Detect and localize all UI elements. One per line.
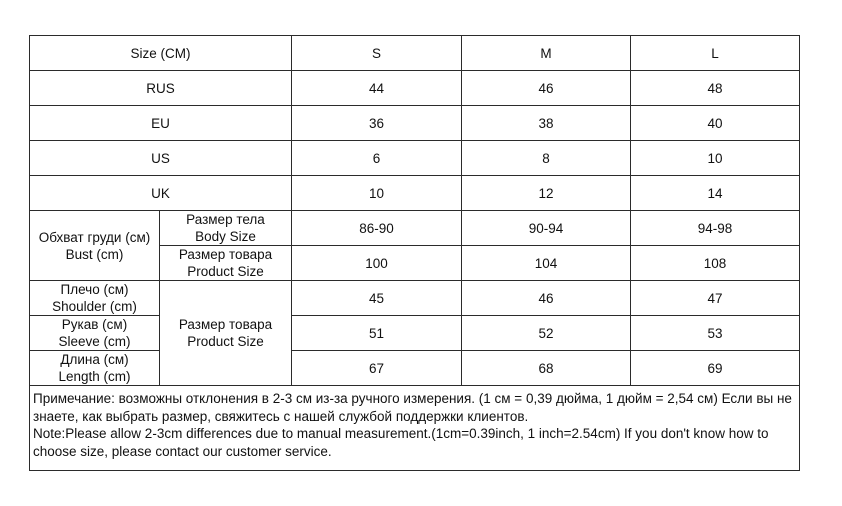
row-label: RUS xyxy=(30,71,292,106)
cell-value: 6 xyxy=(292,141,462,176)
cell-value: 46 xyxy=(462,71,631,106)
cell-value: 69 xyxy=(631,351,800,386)
row-eu xyxy=(30,106,800,141)
cell-value: 53 xyxy=(631,316,800,351)
sleeve-label-en: Sleeve (cm) xyxy=(58,334,131,349)
row-label: UK xyxy=(30,176,292,211)
note-row xyxy=(30,386,800,471)
cell-value: 94-98 xyxy=(631,211,800,246)
note-cell xyxy=(30,386,800,471)
shoulder-label-ru: Плечо (см) xyxy=(60,282,129,297)
cell-value: 45 xyxy=(292,281,462,316)
product-size-label-cell xyxy=(160,246,292,281)
bust-label-cell xyxy=(30,211,160,281)
length-label-ru: Длина (см) xyxy=(60,352,129,367)
bust-label-ru: Обхват груди (см) xyxy=(38,229,151,245)
cell-value: 40 xyxy=(631,106,800,141)
cell-value: 14 xyxy=(631,176,800,211)
size-chart-table xyxy=(29,35,800,471)
shoulder-label-cell xyxy=(30,281,160,316)
bust-label-en: Bust (cm) xyxy=(65,246,124,262)
cell-value: 12 xyxy=(462,176,631,211)
cell-value: 47 xyxy=(631,281,800,316)
cell-value: 51 xyxy=(292,316,462,351)
header-row xyxy=(30,36,800,71)
product-size-group-ru: Размер товара xyxy=(178,317,273,332)
row-length xyxy=(30,351,800,386)
cell-value: 44 xyxy=(292,71,462,106)
cell-value: 90-94 xyxy=(462,211,631,246)
row-rus xyxy=(30,71,800,106)
row-label: EU xyxy=(30,106,292,141)
length-label-cell xyxy=(30,351,160,386)
product-size-group-cell xyxy=(160,281,292,386)
cell-value: 100 xyxy=(292,246,462,281)
product-size-group-en: Product Size xyxy=(187,334,264,349)
cell-value: 10 xyxy=(631,141,800,176)
body-size-label-cell xyxy=(160,211,292,246)
product-size-label-en: Product Size xyxy=(187,264,264,279)
header-size-l: L xyxy=(631,36,800,71)
row-shoulder xyxy=(30,281,800,316)
shoulder-label-en: Shoulder (cm) xyxy=(52,299,137,314)
body-size-label-en: Body Size xyxy=(195,229,256,244)
cell-value: 67 xyxy=(292,351,462,386)
product-size-label-ru: Размер товара xyxy=(178,247,273,262)
cell-value: 52 xyxy=(462,316,631,351)
header-size-m: M xyxy=(462,36,631,71)
note-english: Note:Please allow 2-3cm differences due to manual measurement.(1cm=0.39inch, 1 inch=2.54cm) If you don't know how to choose size, please contact our customer service. xyxy=(33,426,769,459)
body-size-label-ru: Размер тела xyxy=(186,212,265,227)
note-russian: Примечание: возможны отклонения в 2-3 см из-за ручного измерения. (1 см = 0,39 дюйма, 1 дюйм = 2,54 см) Если вы не знаете, как выбрать размер, свяжитесь с нашей службой поддержки клиентов. xyxy=(33,391,792,424)
cell-value: 8 xyxy=(462,141,631,176)
cell-value: 48 xyxy=(631,71,800,106)
row-bust-body xyxy=(30,211,800,246)
row-sleeve xyxy=(30,316,800,351)
row-label: US xyxy=(30,141,292,176)
cell-value: 108 xyxy=(631,246,800,281)
cell-value: 104 xyxy=(462,246,631,281)
header-size-cm: Size (CM) xyxy=(30,36,292,71)
row-uk xyxy=(30,176,800,211)
cell-value: 46 xyxy=(462,281,631,316)
cell-value: 10 xyxy=(292,176,462,211)
cell-value: 68 xyxy=(462,351,631,386)
header-size-s: S xyxy=(292,36,462,71)
length-label-en: Length (cm) xyxy=(58,369,131,384)
cell-value: 36 xyxy=(292,106,462,141)
sleeve-label-ru: Рукав (см) xyxy=(61,317,128,332)
cell-value: 86-90 xyxy=(292,211,462,246)
sleeve-label-cell xyxy=(30,316,160,351)
row-us xyxy=(30,141,800,176)
cell-value: 38 xyxy=(462,106,631,141)
